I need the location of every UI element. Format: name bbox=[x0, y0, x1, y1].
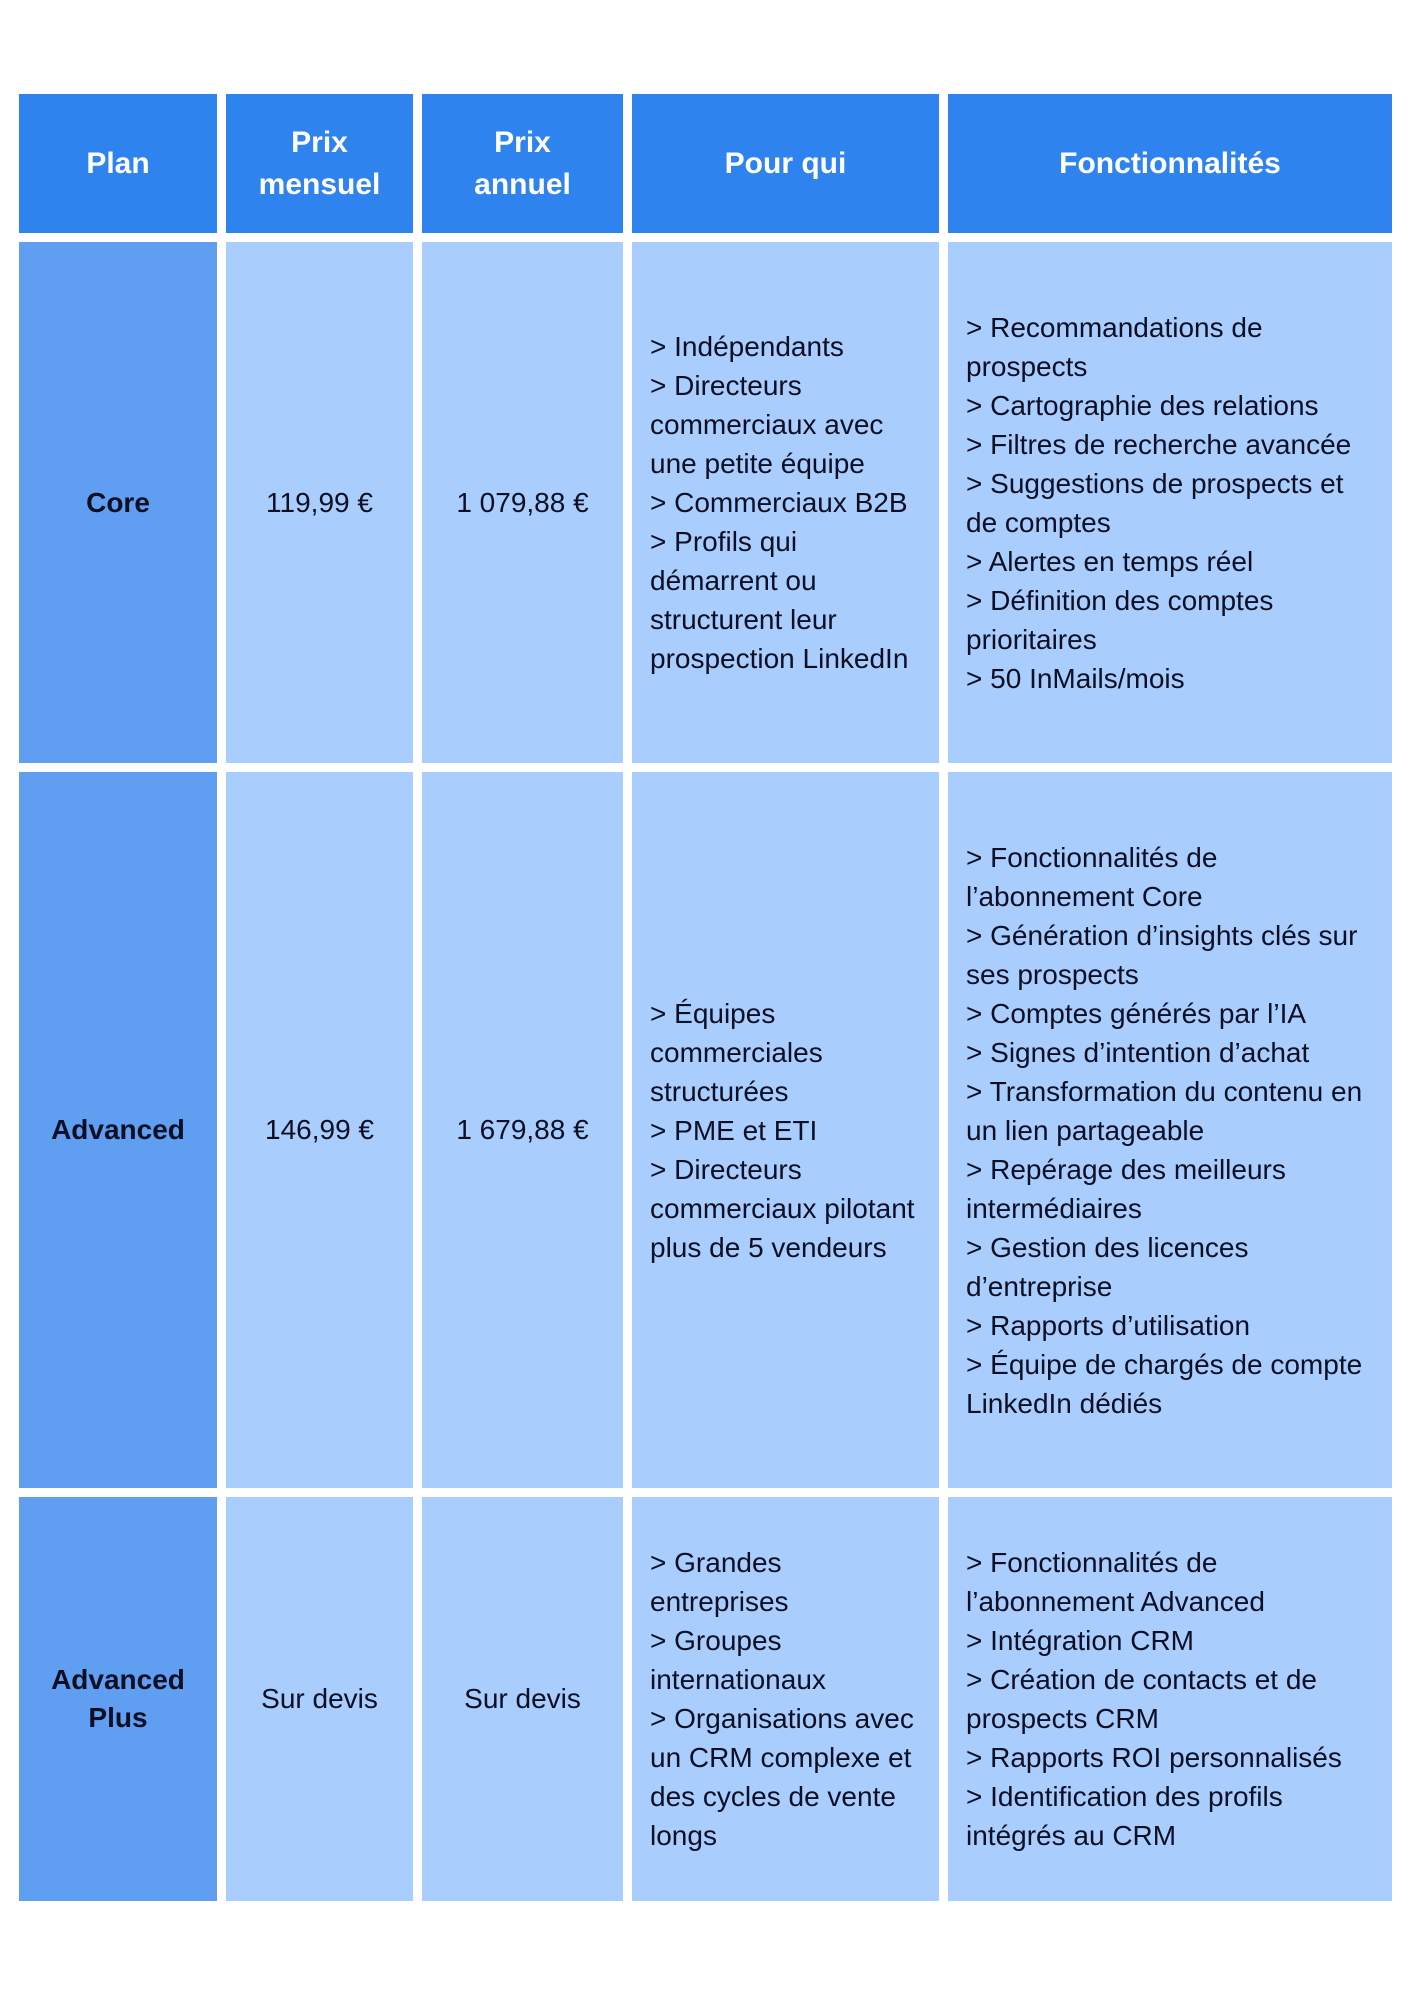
list-item: > 50 InMails/mois bbox=[966, 659, 1378, 698]
header-annual-price bbox=[422, 94, 623, 233]
target-audience-cell bbox=[632, 772, 939, 1488]
list-item: > Repérage des meilleurs intermédiaires bbox=[966, 1150, 1378, 1228]
list-item: > Fonctionnalités de l’abonnement Advanced bbox=[966, 1543, 1378, 1621]
list-item: > Filtres de recherche avancée bbox=[966, 425, 1378, 464]
features-list bbox=[966, 838, 1378, 1423]
list-item: > Identification des profils intégrés au CRM bbox=[966, 1777, 1378, 1855]
annual-price: 1 079,88 € bbox=[456, 486, 589, 518]
features-cell bbox=[948, 1497, 1392, 1901]
monthly-price: 146,99 € bbox=[265, 1114, 374, 1145]
list-item: > Fonctionnalités de l’abonnement Core bbox=[966, 838, 1378, 916]
list-item: > Directeurs commerciaux pilotant plus de 5 vendeurs bbox=[650, 1150, 925, 1267]
audience-list bbox=[650, 327, 925, 678]
header-label: Pour qui bbox=[724, 146, 847, 180]
list-item: > Équipes commerciales structurées bbox=[650, 994, 925, 1111]
annual-price: Sur devis bbox=[464, 1683, 581, 1714]
list-item: > PME et ETI bbox=[650, 1111, 925, 1150]
list-item: > Organisations avec un CRM complexe et des cycles de vente longs bbox=[650, 1699, 925, 1855]
monthly-price: Sur devis bbox=[261, 1683, 378, 1714]
header-monthly-price bbox=[226, 94, 413, 233]
list-item: > Groupes internationaux bbox=[650, 1621, 925, 1699]
annual-price-cell bbox=[422, 242, 623, 763]
header-label: Prix annuel bbox=[474, 125, 571, 201]
list-item: > Définition des comptes prioritaires bbox=[966, 581, 1378, 659]
features-list bbox=[966, 1543, 1378, 1855]
list-item: > Équipe de chargés de compte LinkedIn dédiés bbox=[966, 1345, 1378, 1423]
header-plan bbox=[19, 94, 217, 233]
target-audience-cell bbox=[632, 242, 939, 763]
list-item: > Alertes en temps réel bbox=[966, 542, 1378, 581]
list-item: > Gestion des licences d’entreprise bbox=[966, 1228, 1378, 1306]
header-features bbox=[948, 94, 1392, 233]
list-item: > Intégration CRM bbox=[966, 1621, 1378, 1660]
plan-name: Advanced Plus bbox=[51, 1664, 185, 1733]
plan-name: Core bbox=[86, 486, 150, 518]
target-audience-cell bbox=[632, 1497, 939, 1901]
annual-price-cell bbox=[422, 1497, 623, 1901]
monthly-price: 119,99 € bbox=[266, 486, 373, 518]
list-item: > Rapports d’utilisation bbox=[966, 1306, 1378, 1345]
list-item: > Comptes générés par l’IA bbox=[966, 994, 1378, 1033]
plan-name-cell bbox=[19, 242, 217, 763]
list-item: > Directeurs commerciaux avec une petite équipe bbox=[650, 366, 925, 483]
header-label: Fonctionnalités bbox=[1059, 146, 1281, 180]
list-item: > Commerciaux B2B bbox=[650, 483, 925, 522]
monthly-price-cell bbox=[226, 1497, 413, 1901]
list-item: > Recommandations de prospects bbox=[966, 308, 1378, 386]
list-item: > Grandes entreprises bbox=[650, 1543, 925, 1621]
plan-name-cell bbox=[19, 1497, 217, 1901]
audience-list bbox=[650, 1543, 925, 1855]
monthly-price-cell bbox=[226, 772, 413, 1488]
plan-name: Advanced bbox=[51, 1114, 185, 1145]
annual-price-cell bbox=[422, 772, 623, 1488]
list-item: > Cartographie des relations bbox=[966, 386, 1378, 425]
list-item: > Suggestions de prospects et de comptes bbox=[966, 464, 1378, 542]
list-item: > Création de contacts et de prospects CRM bbox=[966, 1660, 1378, 1738]
list-item: > Rapports ROI personnalisés bbox=[966, 1738, 1378, 1777]
features-cell bbox=[948, 772, 1392, 1488]
list-item: > Génération d’insights clés sur ses prospects bbox=[966, 916, 1378, 994]
list-item: > Indépendants bbox=[650, 327, 925, 366]
features-cell bbox=[948, 242, 1392, 763]
list-item: > Profils qui démarrent ou structurent leur prospection LinkedIn bbox=[650, 522, 925, 678]
list-item: > Transformation du contenu en un lien partageable bbox=[966, 1072, 1378, 1150]
list-item: > Signes d’intention d’achat bbox=[966, 1033, 1378, 1072]
annual-price: 1 679,88 € bbox=[456, 1114, 589, 1145]
plan-name-cell bbox=[19, 772, 217, 1488]
header-label: Prix mensuel bbox=[258, 125, 381, 201]
header-for-whom bbox=[632, 94, 939, 233]
monthly-price-cell bbox=[226, 242, 413, 763]
audience-list bbox=[650, 994, 925, 1267]
pricing-table bbox=[19, 94, 1392, 1901]
features-list bbox=[966, 308, 1378, 698]
header-label: Plan bbox=[86, 146, 150, 180]
